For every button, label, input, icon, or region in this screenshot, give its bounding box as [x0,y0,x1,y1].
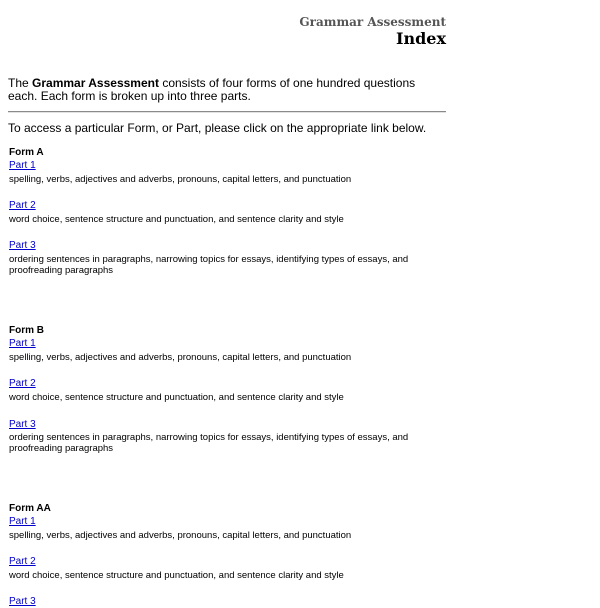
form-b-part-1-description: spelling, verbs, adjectives and adverbs, pronouns, capital letters, and punctuation [9,352,352,363]
form-b-part-2-link[interactable]: Part 2 [9,378,36,389]
page-title: Index [395,29,446,48]
access-instructions: To access a particular Form, or Part, please click on the appropriate link below. [8,121,427,135]
form-a-title: Form A [9,147,44,158]
form-aa-part-2-link[interactable]: Part 2 [9,556,36,567]
intro-suffix: consists of four forms of one hundred questions each. Each form is broken up into three parts. [8,76,416,103]
form-a-part-3-link[interactable]: Part 3 [9,240,36,251]
intro-paragraph [8,77,446,103]
horizontal-divider [8,111,446,113]
form-aa-part-1-link[interactable]: Part 1 [9,516,36,527]
form-aa-part-1-description: spelling, verbs, adjectives and adverbs, pronouns, capital letters, and punctuation [9,530,352,541]
form-a-part-3-description: ordering sentences in paragraphs, narrowing topics for essays, identifying types of essays, and proofreading paragraphs [9,254,409,276]
form-aa-part-3-link[interactable]: Part 3 [9,596,36,607]
form-b-title: Form B [9,325,44,336]
page-subtitle: Grammar Assessment [299,15,446,29]
form-a-part-1-description: spelling, verbs, adjectives and adverbs, pronouns, capital letters, and punctuation [9,174,352,185]
form-aa-part-2-description: word choice, sentence structure and punctuation, and sentence clarity and style [9,570,344,581]
form-a-part-2-link[interactable]: Part 2 [9,200,36,211]
form-a-part-2-description: word choice, sentence structure and punctuation, and sentence clarity and style [9,214,344,225]
form-b-part-3-description: ordering sentences in paragraphs, narrowing topics for essays, identifying types of essays, and proofreading paragraphs [9,432,409,454]
form-a-part-1-link[interactable]: Part 1 [9,160,36,171]
form-b-part-2-description: word choice, sentence structure and punctuation, and sentence clarity and style [9,392,344,403]
form-aa-title: Form AA [9,503,51,514]
form-b-part-1-link[interactable]: Part 1 [9,338,36,349]
intro-bold-name: Grammar Assessment [32,76,159,90]
intro-prefix: The [8,76,33,90]
form-b-part-3-link[interactable]: Part 3 [9,419,36,430]
